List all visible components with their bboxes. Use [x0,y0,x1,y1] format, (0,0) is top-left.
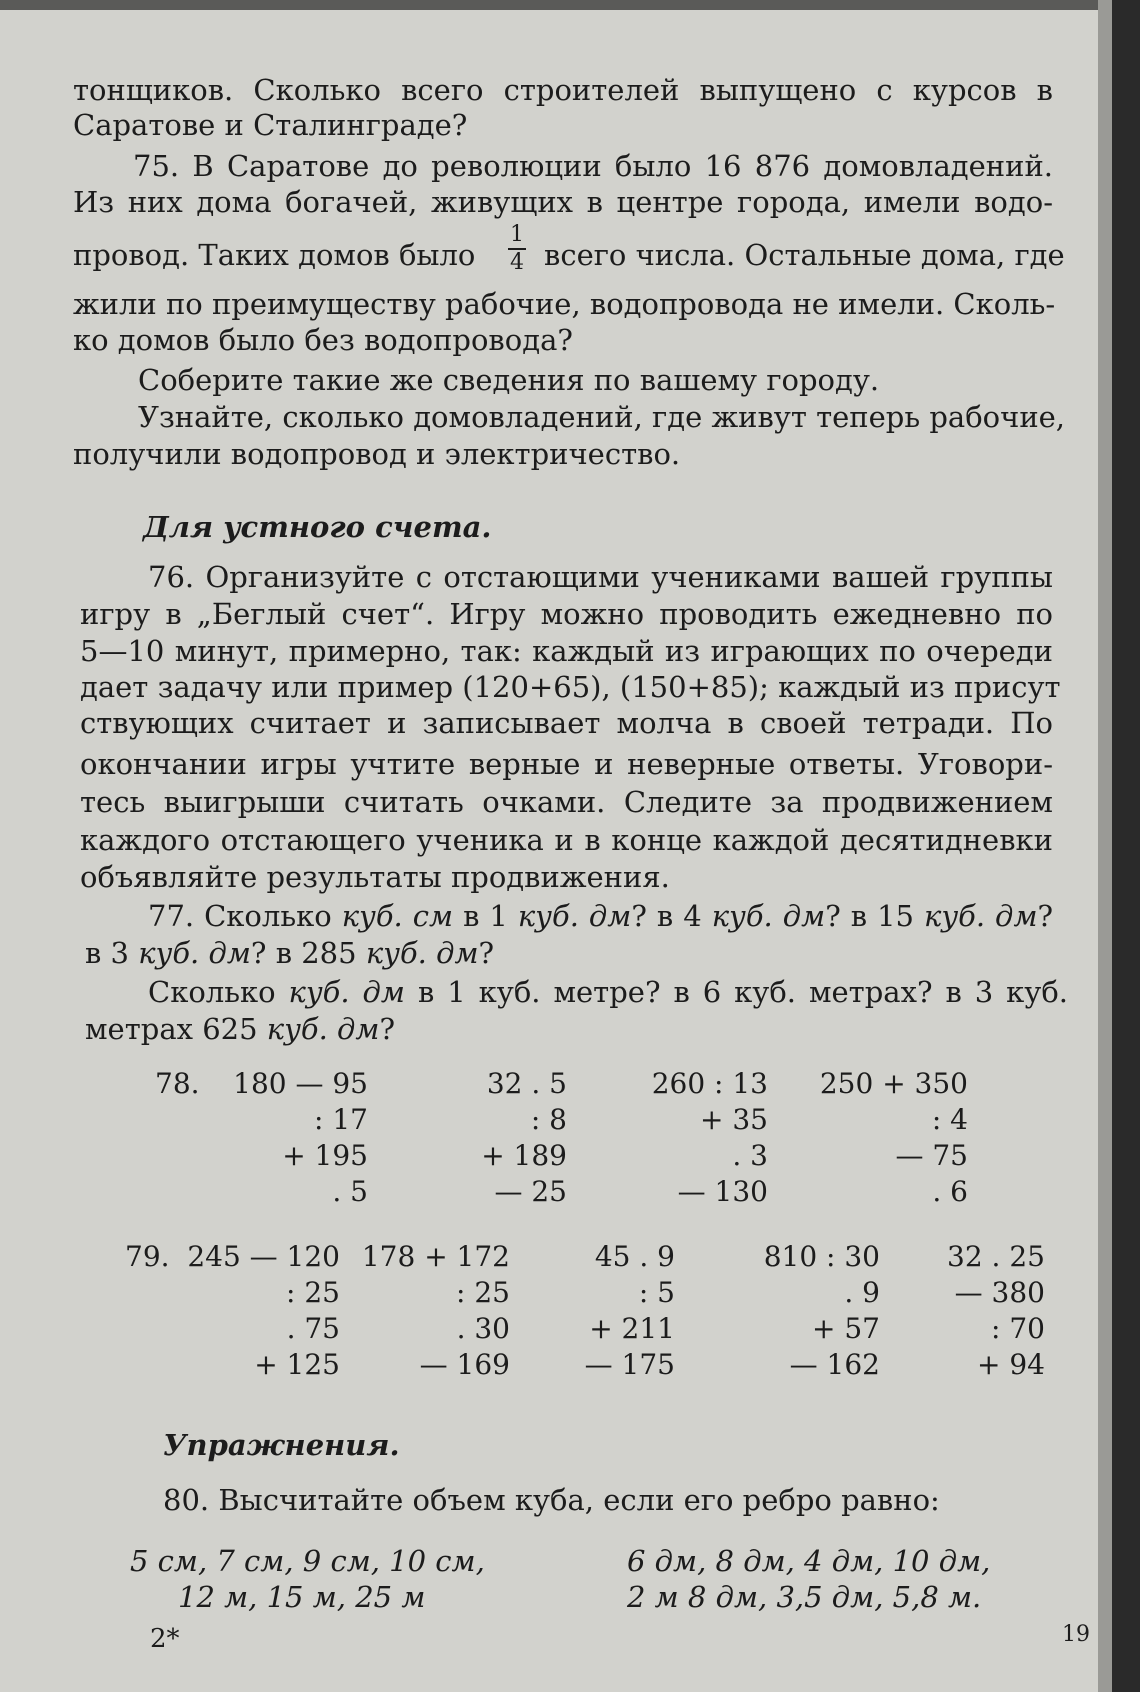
problem-76-line: 76. Организуйте с отстающими учениками вашей группы [148,560,1053,594]
text-line: объявляйте результаты продвижения. [80,860,670,894]
page-number: 19 [1062,1622,1090,1647]
text-line: игру в „Беглый счет“. Игру можно проводить ежедневно по [80,597,1053,631]
text-segment: ? [379,1012,396,1046]
text-segment: ? в 15 [825,899,924,933]
text-line: окончании игры учтите верные и неверные ответы. Уговори- [80,747,1053,781]
section-heading-oral: Для устного счета. [143,510,492,544]
text-segment: куб. дм [138,936,251,970]
ex78-chain-3-step: — 130 [677,1175,768,1208]
text-segment: метрах 625 [85,1012,267,1046]
problem-77-line [148,899,1053,933]
ex79-chain-4-step: . 9 [844,1276,880,1309]
ex79-chain-2-step: : 25 [456,1276,510,1309]
ex79-chain-5-step: 32 . 25 [947,1240,1045,1273]
text-line: каждого отстающего ученика и в конце каждой десятидневки [80,823,1053,857]
ex79-chain-4-step: 810 : 30 [763,1240,880,1273]
ex79-chain-1-step: + 125 [254,1348,340,1381]
scan-right-edge [1112,0,1140,1692]
text-segment: куб. дм [266,1012,380,1046]
text-segment: в 3 [85,936,139,970]
fraction-numerator: 1 [510,222,524,247]
fraction-denominator: 4 [510,250,524,275]
exercise-78-label: 78. [155,1067,200,1100]
ex79-chain-5-step: : 70 [991,1312,1045,1345]
ex79-chain-3-step: + 211 [589,1312,675,1345]
text-line: ствующих считает и записывает молча в своей тетради. По [80,706,1053,740]
text-line: Саратове и Сталинграде? [73,108,468,142]
edge-lengths-right-1: 6 дм, 8 дм, 4 дм, 10 дм, [627,1544,991,1578]
text-segment: ? [1037,899,1054,933]
text-line: тесь выигрыши считать очками. Следите за продвижением [80,785,1053,819]
text-line: Соберите такие же сведения по вашему городу. [138,363,880,397]
text-line: провод. Таких домов было [73,238,476,272]
ex79-chain-3-step: : 5 [638,1276,675,1309]
ex79-chain-1-step: : 25 [286,1276,340,1309]
text-line: получили водопровод и электричество. [73,437,681,471]
text-line [148,975,1068,1009]
ex79-chain-2-step: — 169 [419,1348,510,1381]
ex78-chain-3-step: . 3 [732,1139,768,1172]
text-line: Из них дома богачей, живущих в центре города, имели водо- [73,185,1053,219]
text-line: дает задачу или пример (120+65), (150+85); каждый из присут [80,670,1061,704]
text-line: Узнайте, сколько домовладений, где живут теперь рабочие, [138,400,1066,434]
ex79-chain-1-step: 245 — 120 [187,1240,340,1273]
ex78-chain-2-step: 32 . 5 [486,1067,567,1100]
text-segment: Сколько [148,975,289,1009]
ex79-chain-5-step: — 380 [954,1276,1045,1309]
ex78-chain-4-step: . 6 [932,1175,968,1208]
ex78-chain-1-step: + 195 [282,1139,368,1172]
text-segment: ? [478,936,495,970]
ex78-chain-2-step: + 189 [481,1139,567,1172]
ex78-chain-2-step: : 8 [530,1103,567,1136]
exercise-79-label: 79. [125,1240,170,1273]
ex79-chain-4-step: + 57 [812,1312,880,1345]
text-line: жили по преимуществу рабочие, водопровода не имели. Сколь- [73,287,1056,321]
section-heading-exercises: Упражнения. [163,1428,400,1462]
text-line: всего числа. Остальные дома, где [544,238,1065,272]
text-segment: куб. дм [365,936,479,970]
ex78-chain-1-step: : 17 [314,1103,368,1136]
text-line [85,1012,395,1046]
problem-75-line: 75. В Саратове до революции было 16 876 домовладений. [133,149,1053,183]
signature-mark: 2* [150,1624,180,1654]
text-segment: в 1 куб. метре? в 6 куб. метрах? в 3 куб. [404,975,1069,1009]
text-segment: 77. Сколько [148,899,342,933]
ex79-chain-4-step: — 162 [789,1348,880,1381]
ex79-chain-2-step: . 30 [456,1312,510,1345]
ex79-chain-1-step: . 75 [286,1312,340,1345]
problem-80-line: 80. Высчитайте объем куба, если его ребро равно: [163,1483,940,1517]
ex78-chain-1-step: . 5 [332,1175,368,1208]
text-segment: ? в 4 [631,899,712,933]
ex78-chain-3-step: 260 : 13 [651,1067,768,1100]
ex78-chain-1-step: 180 — 95 [233,1067,368,1100]
text-segment: в 1 [453,899,518,933]
ex78-chain-4-step: : 4 [931,1103,968,1136]
edge-lengths-left-1: 5 см, 7 см, 9 см, 10 см, [130,1544,485,1578]
text-segment: куб. дм [924,899,1038,933]
text-line [85,936,494,970]
text-segment: ? в 285 [250,936,366,970]
scan-right-shadow [1098,0,1112,1692]
ex79-chain-5-step: + 94 [977,1348,1045,1381]
ex78-chain-3-step: + 35 [700,1103,768,1136]
edge-lengths-right-2: 2 м 8 дм, 3,5 дм, 5,8 м. [627,1580,982,1614]
ex78-chain-4-step: — 75 [895,1139,968,1172]
text-line: 5—10 минут, примерно, так: каждый из играющих по очереди [80,634,1053,668]
text-segment: куб. см [341,899,454,933]
ex78-chain-4-step: 250 + 350 [819,1067,968,1100]
text-segment: куб. дм [711,899,826,933]
ex78-chain-2-step: — 25 [494,1175,567,1208]
ex79-chain-3-step: — 175 [584,1348,675,1381]
text-line: тонщиков. Сколько всего строителей выпущено с курсов в [73,73,1053,107]
text-line: ко домов было без водопровода? [73,323,573,357]
text-segment: куб. дм [288,975,405,1009]
edge-lengths-left-2: 12 м, 15 м, 25 м [178,1580,426,1614]
scan-top-edge [0,0,1112,10]
text-segment: куб. дм [517,899,632,933]
ex79-chain-3-step: 45 . 9 [594,1240,675,1273]
ex79-chain-2-step: 178 + 172 [361,1240,510,1273]
